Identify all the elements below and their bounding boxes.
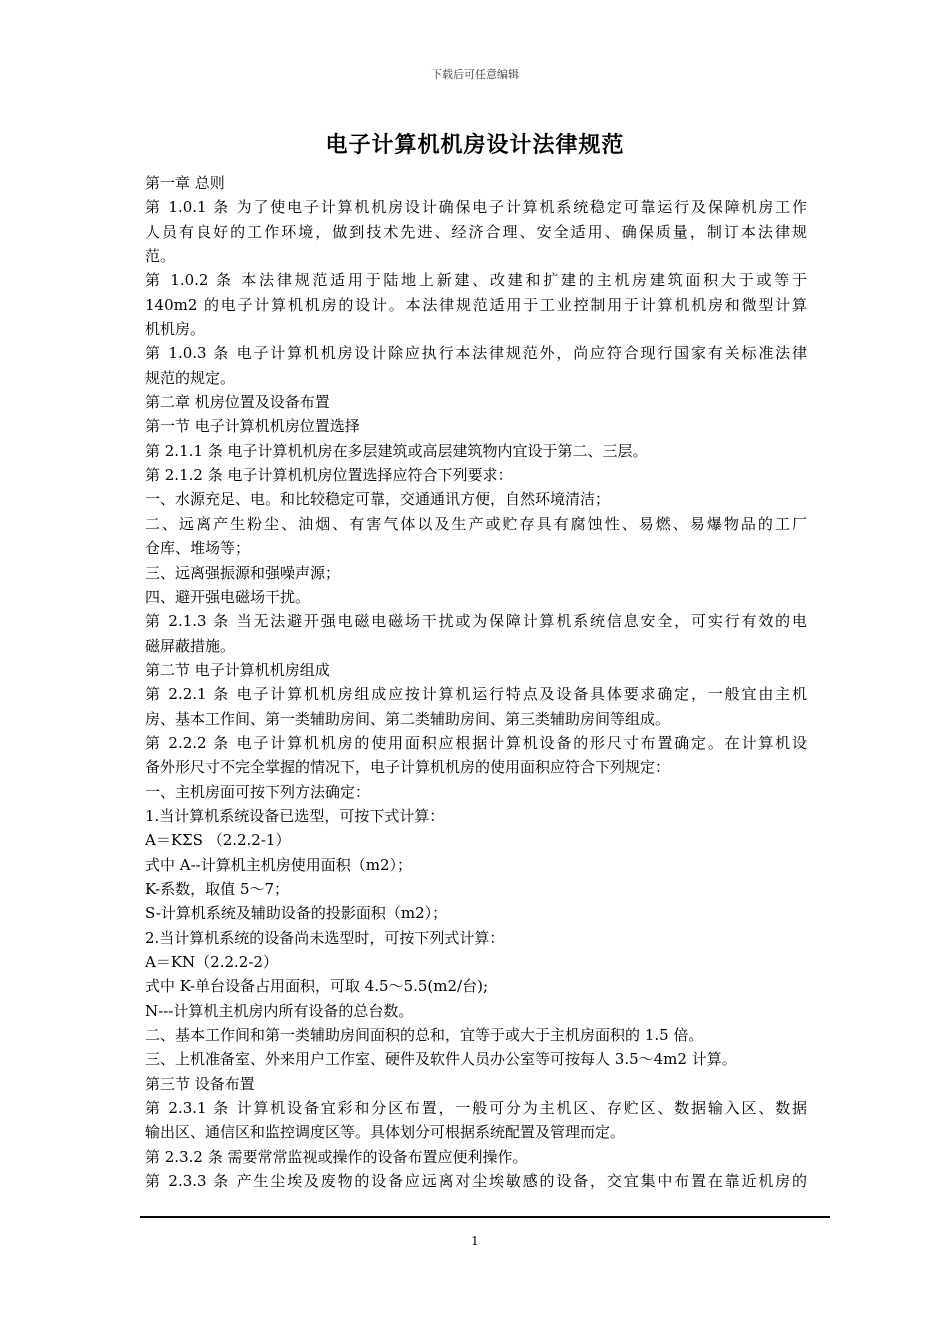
text-line: 第 1.0.2 条 本法律规范适用于陆地上新建、改建和扩建的主机房建筑面积大于或等于 (145, 271, 807, 290)
text-line: 第 2.3.1 条 计算机设备宜彩和分区布置，一般可分为主机区、存贮区、数据输入区、数据 (145, 1099, 807, 1118)
text-line: 1.当计算机系统设备已选型，可按下式计算： (145, 806, 445, 825)
text-line: 第一章 总则 (145, 174, 225, 192)
text-line: 第 2.1.1 条 电子计算机机房在多层建筑或高层建筑物内宜设于第二、三层。 (145, 441, 648, 460)
text-line: 式中 A--计算机主机房使用面积（m2）； (145, 855, 413, 874)
text-line: 式中 K-单台设备占用面积，可取 4.5～5.5(m2/台); (145, 977, 489, 996)
text-line: 第 1.0.1 条 为了使电子计算机机房设计确保电子计算机系统稳定可靠运行及保障机房工作 (145, 198, 807, 217)
document-body (145, 171, 807, 1193)
text-line: 备外形尺寸不完全掌握的情况下，电子计算机机房的使用面积应符合下列规定： (145, 758, 671, 777)
text-line: 第 2.2.2 条 电子计算机机房的使用面积应根据计算机设备的形尺寸布置确定。在计算机设 (145, 733, 807, 752)
text-line: 范。 (145, 247, 176, 266)
text-line: 磁屏蔽措施。 (145, 636, 236, 655)
page-number: 1 (471, 1234, 479, 1248)
text-line: 第 2.2.1 条 电子计算机机房组成应按计算机运行特点及设备具体要求确定，一般宜由主机 (145, 685, 807, 704)
text-line: 二、基本工作间和第一类辅助房间面积的总和，宜等于或大于主机房面积的 1.5 倍。 (145, 1026, 704, 1045)
text-line: A＝KN（2.2.2-2） (145, 953, 278, 971)
page-header: 下载后可任意编辑 (431, 68, 519, 81)
text-line: 第 2.3.3 条 产生尘埃及废物的设备应远离对尘埃敏感的设备，交宜集中布置在靠近机房的 (145, 1172, 807, 1191)
text-line: 第 2.1.3 条 当无法避开强电磁电磁场干扰或为保障计算机系统信息安全，可实行有效的电 (145, 612, 807, 631)
text-line: 三、上机准备室、外来用户工作室、硬件及软件人员办公室等可按每人 3.5～4m2 计算。 (145, 1050, 737, 1069)
text-line: 第二章 机房位置及设备布置 (145, 393, 330, 412)
text-line: N---计算机主机房内所有设备的总台数。 (145, 1001, 414, 1020)
text-line: 第二节 电子计算机机房组成 (145, 660, 330, 679)
text-line: 一、水源充足、电。和比较稳定可靠，交通通讯方便，自然环境清洁； (145, 490, 611, 509)
text-line: 第 1.0.3 条 电子计算机机房设计除应执行本法律规范外，尚应符合现行国家有关标准法律 (145, 344, 807, 363)
text-line: 第 2.3.2 条 需要常常监视或操作的设备布置应便利操作。 (145, 1147, 528, 1166)
text-line: 人员有良好的工作环境，做到技术先进、经济合理、安全适用、确保质量，制订本法律规 (145, 222, 807, 241)
text-line: 输出区、通信区和监控调度区等。具体划分可根据系统配置及管理而定。 (145, 1123, 626, 1142)
text-line: 2.当计算机系统的设备尚未选型时，可按下列式计算： (145, 928, 505, 947)
text-line: 仓库、堆场等； (145, 539, 251, 558)
text-line: K-系数，取值 5～7； (145, 879, 290, 898)
text-line: 三、远离强振源和强噪声源； (145, 563, 341, 582)
text-line: 第三节 设备布置 (145, 1074, 255, 1093)
text-line: A＝KΣS （2.2.2-1） (145, 831, 291, 850)
text-line: 一、主机房面可按下列方法确定： (145, 782, 371, 801)
text-line: 二、远离产生粉尘、油烟、有害气体以及生产或贮存具有腐蚀性、易燃、易爆物品的工厂 (145, 514, 807, 533)
footer-divider (140, 1216, 830, 1218)
text-line: 140m2 的电子计算机机房的设计。本法律规范适用于工业控制用于计算机机房和微型计算 (145, 295, 807, 314)
text-line: 房、基本工作间、第一类辅助房间、第二类辅助房间、第三类辅助房间等组成。 (145, 709, 671, 728)
text-line: 四、避开强电磁场干扰。 (145, 587, 311, 606)
text-line: 第 2.1.2 条 电子计算机机房位置选择应符合下列要求： (145, 466, 513, 485)
text-line: 第一节 电子计算机机房位置选择 (145, 417, 360, 436)
text-line: 机机房。 (145, 320, 206, 339)
document-title: 电子计算机机房设计法律规范 (325, 132, 625, 158)
text-line: 规范的规定。 (145, 368, 236, 387)
text-line: S-计算机系统及辅助设备的投影面积（m2）； (145, 904, 448, 923)
